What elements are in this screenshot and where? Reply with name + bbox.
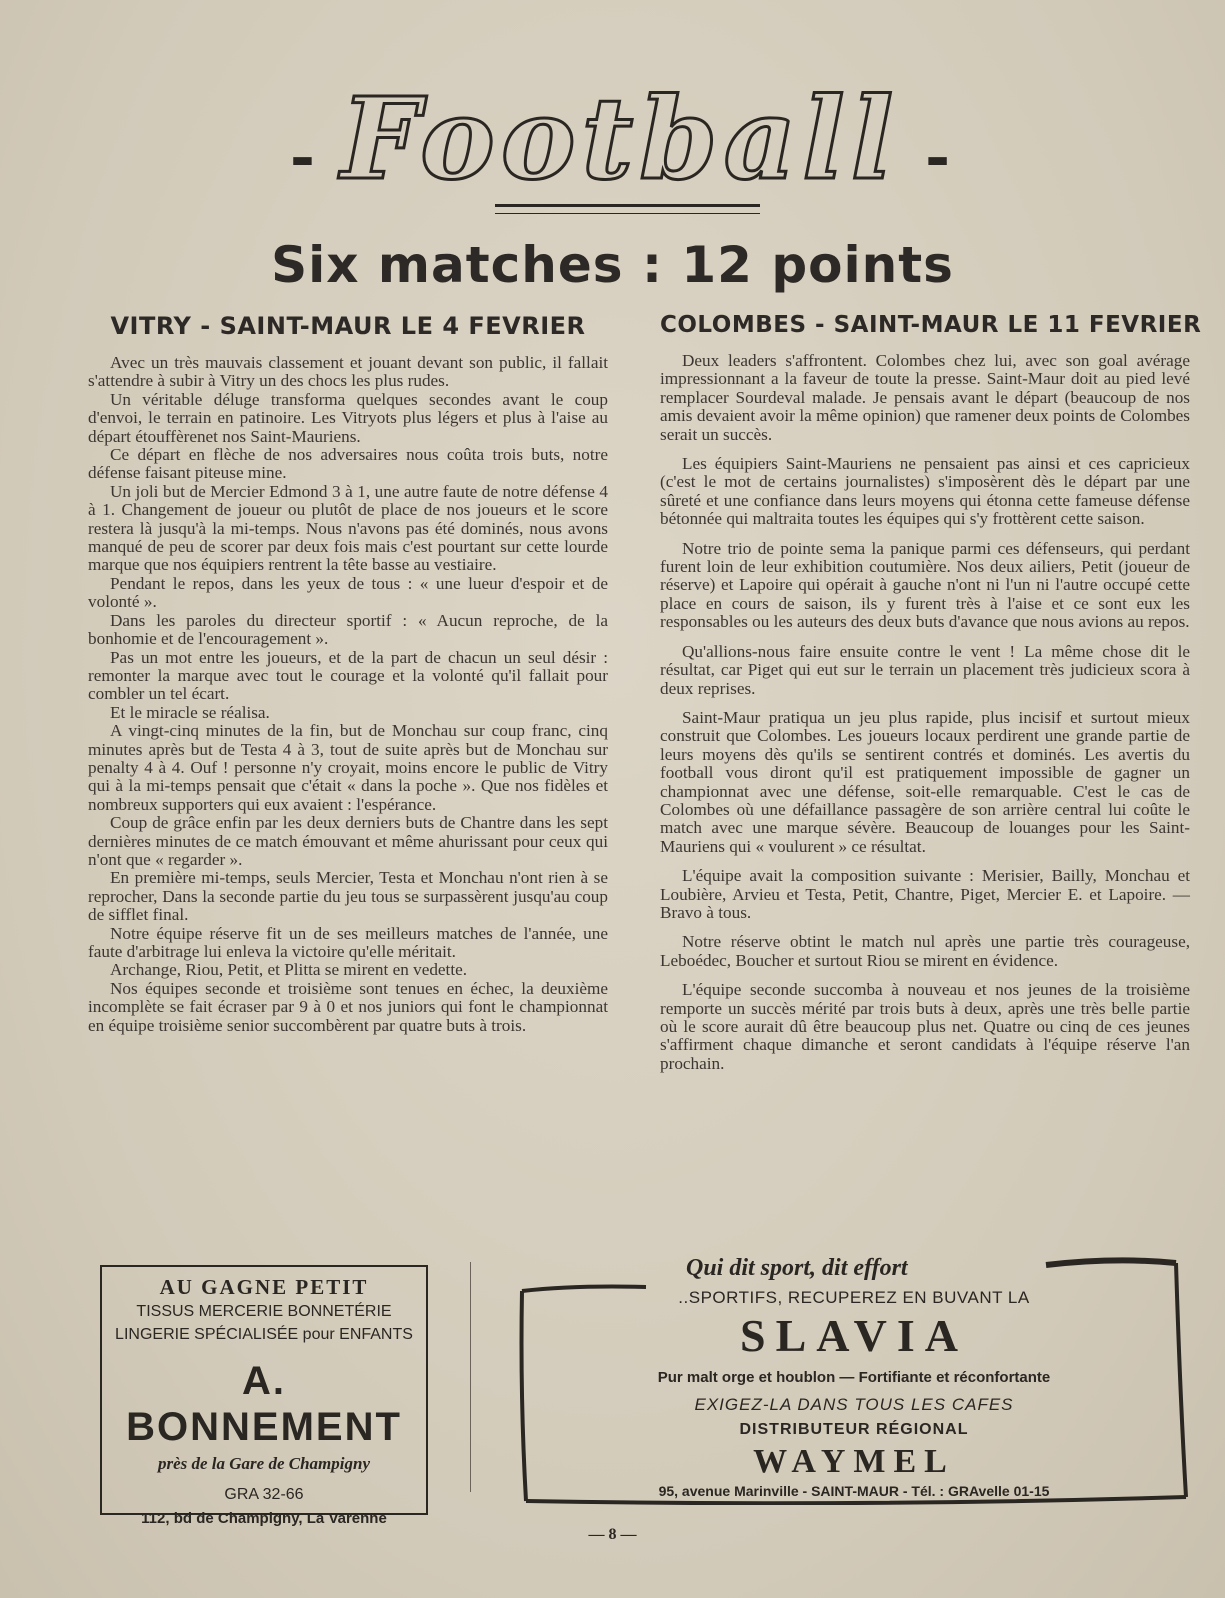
article-paragraph: Avec un très mauvais classement et jouant devant son public, il fallait s'attendre à subir à Vitry un des chocs les plus rudes. [88,353,608,391]
page-number: — 8 — [588,1526,637,1543]
article-paragraph: Notre trio de pointe sema la panique parmi ces défenseurs, qui perdant furent loin de leur exhibition coutumière. Nos deux ailiers, Petit (joueur de réserve) et Lapoire qui opérait à gauche n'ont ni l'un ni l'autre occupé cette place en cours de saison, ils y furent très à l'aise et ce sont eux les responsables ou les auteurs des deux buts d'avance que nous avions au repos. [660,538,1190,632]
article-paragraph: Les équipiers Saint-Mauriens ne pensaient pas ainsi et ces capricieux (c'est le mot de certains journalistes) s'imposèrent dès le départ par une sûreté et une confiance dans leurs moyens qui étonna cette fameuse défense bétonnée qui maltraita toutes les équipes qui s'y frottèrent cette saison. [660,454,1190,529]
article-colombes [660,312,1202,1084]
masthead-rule [495,204,760,214]
ad-line: ..SPORTIFS, RECUPEREZ EN BUVANT LA [678,1288,1030,1307]
ad-phone: GRA 32-66 [224,1486,304,1503]
page-headline: Six matches : 12 points [271,236,954,294]
article-paragraph: Notre équipe réserve fit un de ses meilleurs matches de l'année, une faute d'arbitrage lui enleva la victoire qu'elle méritait. [88,923,608,961]
ad-tagline: Qui dit sport, dit effort [686,1255,908,1281]
article-paragraph: Deux leaders s'affrontent. Colombes chez lui, avec son goal avérage impressionnant a la faveur de toute la presse. Saint-Maur doit au pied levé remplacer Sourdeval malade. Je pensais avant le départ (beaucoup de nos amis devaient avoir la même opinion) que ramener deux points de Colombes serait un succès. [660,351,1190,444]
ad-line: LINGERIE SPÉCIALISÉE pour ENFANTS [115,1326,413,1343]
article-paragraph: Ce départ en flèche de nos adversaires nous coûta trois buts, notre défense faisant piteuse mine. [88,445,608,483]
article-paragraph: Pas un mot entre les joueurs, et de la part de chacun un seul désir : remonter la marque avec tout le courage et la volonté qu'il fallait pour combler un tel écart. [88,647,608,704]
article-vitry [88,312,608,1035]
article-paragraph: Pendant le repos, dans les yeux de tous : « une lueur d'espoir et de volonté ». [88,573,608,612]
masthead-title: Football [340,74,900,205]
ad-bonnement [100,1265,428,1527]
ad-line: Pur malt orge et houblon — Fortifiante et réconfortante [657,1369,1051,1386]
ad-brand: SLAVIA [740,1310,968,1361]
ad-address: 95, avenue Marinville - SAINT-MAUR - Tél. : GRAvelle 01-15 [658,1483,1050,1499]
ad-line: DISTRIBUTEUR RÉGIONAL [739,1421,969,1438]
article-paragraph: Qu'allions-nous faire ensuite contre le vent ! La même chose dit le résultat, car Piget qui eut sur le terrain un placement très judicieux scora à deux reprises. [660,641,1190,698]
ad-distributor: WAYMEL [753,1443,955,1480]
article-paragraph: Coup de grâce enfin par les deux derniers buts de Chantre dans les sept dernières minutes de ce match émouvant et même ahurissant pour ceux qui n'ont que « regarder ». [88,813,608,869]
article-paragraph: Dans les paroles du directeur sportif : « Aucun reproche, de la bonhomie et de l'encouragement ». [88,610,608,649]
article-paragraph: Un véritable déluge transforma quelques secondes avant le coup d'envoi, le terrain en patinoire. Les Vitryots plus légers et plus à l'aise au départ étouffèrenet nos Saint-Mauriens. [88,389,608,446]
section-masthead [280,70,960,220]
article-paragraph: A vingt-cinq minutes de la fin, but de Monchau sur coup franc, cinq minutes après but de Testa 4 à 3, tout de suite après but de Monchau sur penalty 4 à 4. Ouf ! personne n'y croyait, moins encore le public de Vitry qui à la mi-temps pensait que c'était « dans la poche ». Que nos fidèles et nombreux supporters qui eux avaient : l'espérance. [88,721,608,814]
article-paragraph: L'équipe seconde succomba à nouveau et nos jeunes de la troisième remporte un succès mérité par trois buts à deux, après une très belle partie où le score aurait dû être beaucoup plus net. Quatre ou cinq de ces jeunes s'affirment chaque dimanche et seront candidats à l'équipe réserve l'an prochain. [660,980,1190,1073]
ad-slavia [516,1255,1192,1505]
ad-merchant-name: A. BONNEMENT [126,1359,402,1449]
masthead-dash-left: - [290,122,315,192]
ad-address: 112, bd de Champigny, La Varenne [141,1510,387,1527]
ad-line: EXIGEZ-LA DANS TOUS LES CAFES [694,1395,1014,1414]
ad-column-divider [470,1262,471,1492]
ad-line: TISSUS MERCERIE BONNETÉRIE [136,1303,392,1320]
article-paragraph: Nos équipes seconde et troisième sont tenues en échec, la deuxième incomplète se fait écraser par 9 à 0 et nos juniors qui font le championnat en équipe troisième senior succombèrent par quatre buts à trois. [88,978,608,1035]
article-paragraph: En première mi-temps, seuls Mercier, Testa et Monchau n'ont rien à se reprocher, Dans la seconde partie du jeu tous se surpassèrent jusqu'au coup de sifflet final. [88,868,608,925]
article-heading: VITRY - SAINT-MAUR LE 4 FEVRIER [110,312,586,340]
masthead-dash-right: - [925,122,950,192]
article-paragraph: Un joli but de Mercier Edmond 3 à 1, une autre faute de notre défense 4 à 1. Changement de joueur ou plutôt de place de nos joueurs et le score restera là jusqu'à la mi-temps. Nous n'avons pas été dominés, nous avons manqué de peu de scorer par deux fois mais c'est pourtant sur cette lourde marque que nos équipiers rentrent la tête basse au vestiaire. [88,481,608,575]
article-paragraph: Saint-Maur pratiqua un jeu plus rapide, plus incisif et surtout mieux construit que Colombes. Les joueurs locaux perdirent une grande partie de leurs moyens dès qu'ils se sentirent contrés et dominés. Les avertis du football vous diront qu'il est pratiquement impossible de gagner un championnat avec une défense, soit-elle remarquable. C'est le cas de Colombes où une défaillance passagère de son arrière central lui coûte le match avec une marque sévère. Beaucoup de louanges pour les Saint-Mauriens qui « voulurent » ce résultat. [660,707,1190,856]
article-heading: COLOMBES - SAINT-MAUR LE 11 FEVRIER [660,312,1202,338]
article-paragraph: Archange, Riou, Petit, et Plitta se mirent en vedette. [110,960,468,980]
article-paragraph: Et le miracle se réalisa. [110,702,270,722]
ad-shop-name: AU GAGNE PETIT [159,1275,369,1299]
ad-location: près de la Gare de Champigny [157,1454,371,1473]
article-paragraph: L'équipe avait la composition suivante : Merisier, Bailly, Monchau et Loubière, Arvieu et Testa, Petit, Chantre, Piget, Mercier E. et Lapoire. — Bravo à tous. [660,866,1190,922]
article-paragraph: Notre réserve obtint le match nul après une partie très courageuse, Leboédec, Boucher et surtout Riou se mirent en évidence. [660,932,1190,970]
